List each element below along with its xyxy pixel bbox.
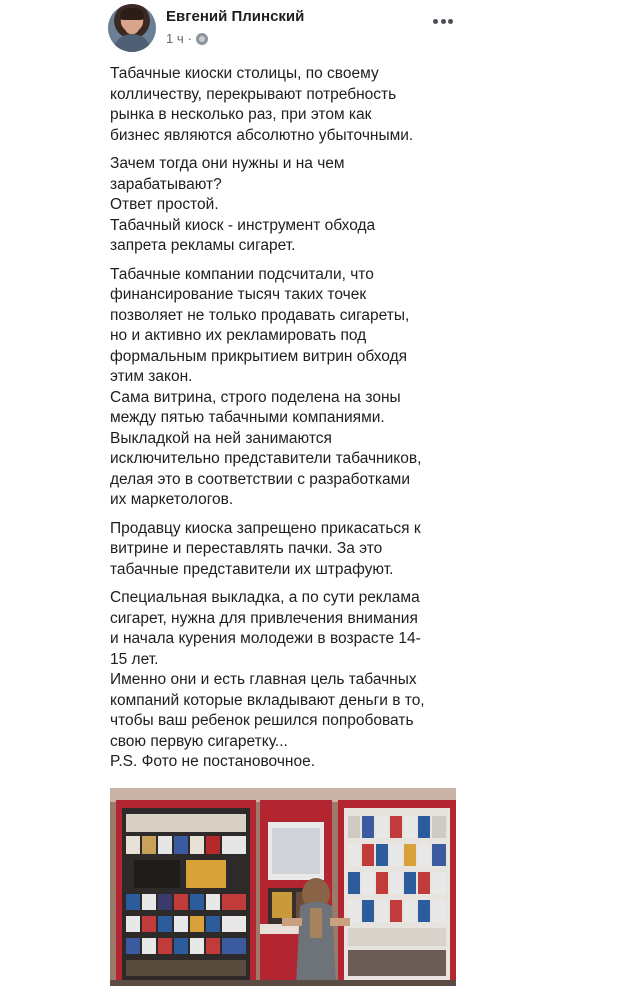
avatar-shirt	[112, 34, 152, 52]
text-line: компаний которые вкладывают деньги в то,	[110, 691, 425, 709]
dot	[448, 19, 453, 24]
post-time[interactable]: 1 ч	[166, 31, 184, 46]
text-line: Ответ простой.	[110, 196, 219, 213]
text-line: Выкладкой на ней занимаются	[110, 429, 332, 447]
post-paragraph	[110, 154, 460, 257]
text-line: зарабатывают?	[110, 175, 222, 193]
post-paragraph	[110, 519, 460, 581]
text-line: чтобы ваш ребенок решился попробовать	[110, 712, 414, 729]
text-line: финансирование тысяч таких точек	[110, 286, 367, 303]
author-name[interactable]: Евгений Плинский	[166, 8, 305, 25]
text-line: Именно они и есть главная цель табачных	[110, 671, 417, 688]
text-line: 15 лет.	[110, 650, 159, 668]
text-line: Продавцу киоска запрещено прикасаться к	[110, 519, 421, 537]
text-line: табачные представители их штрафуют.	[110, 560, 394, 578]
text-line: Табачный киоск - инструмент обхода	[110, 216, 376, 234]
post-meta	[166, 31, 208, 46]
text-line: Сама витрина, строго поделена на зоны	[110, 388, 401, 406]
dot	[433, 19, 438, 24]
dot	[441, 19, 446, 24]
text-line: рынка в несколько раз, при этом как	[110, 106, 372, 123]
post-paragraph	[110, 588, 460, 773]
text-line: делая это в соответствии с разработками	[110, 470, 410, 488]
more-options-icon[interactable]	[433, 18, 453, 24]
post-photo[interactable]	[110, 788, 456, 986]
text-line: свою первую сигаретку...	[110, 732, 288, 750]
post-text	[110, 64, 460, 781]
text-line: сигарет, нужна для привлечения внимания	[110, 609, 418, 627]
globe-icon	[196, 33, 208, 45]
text-line: запрета рекламы сигарет.	[110, 237, 296, 254]
text-line: Зачем тогда они нужны и на чем	[110, 155, 345, 172]
text-line: и начала курения молодежи в возрасте 14-	[110, 630, 421, 647]
text-line: исключительно представители табачников,	[110, 450, 422, 467]
post-paragraph	[110, 265, 460, 511]
text-line: формальным прикрытием витрин обходя	[110, 347, 408, 365]
text-line: между пятью табачными компаниями.	[110, 409, 385, 426]
text-line: этим закон.	[110, 368, 193, 385]
avatar[interactable]	[108, 4, 156, 52]
meta-separator: ·	[187, 31, 192, 46]
kiosk-photo-illustration	[110, 788, 456, 986]
text-line: Специальная выкладка, а по сути реклама	[110, 589, 420, 606]
text-line: бизнес являются абсолютно убыточными.	[110, 126, 414, 144]
text-line: Табачные компании подсчитали, что	[110, 265, 374, 283]
text-line: витрине и переставлять пачки. За это	[110, 540, 383, 557]
text-line: колличеству, перекрывают потребность	[110, 85, 397, 103]
text-line: их маркетологов.	[110, 491, 234, 508]
text-line: Табачные киоски столицы, по своему	[110, 65, 379, 82]
post-paragraph	[110, 64, 460, 146]
text-line: но и активно их рекламировать под	[110, 327, 367, 344]
avatar-hair	[120, 8, 144, 20]
text-line: позволяет не только продавать сигареты,	[110, 306, 410, 324]
text-line: P.S. Фото не постановочное.	[110, 753, 316, 770]
